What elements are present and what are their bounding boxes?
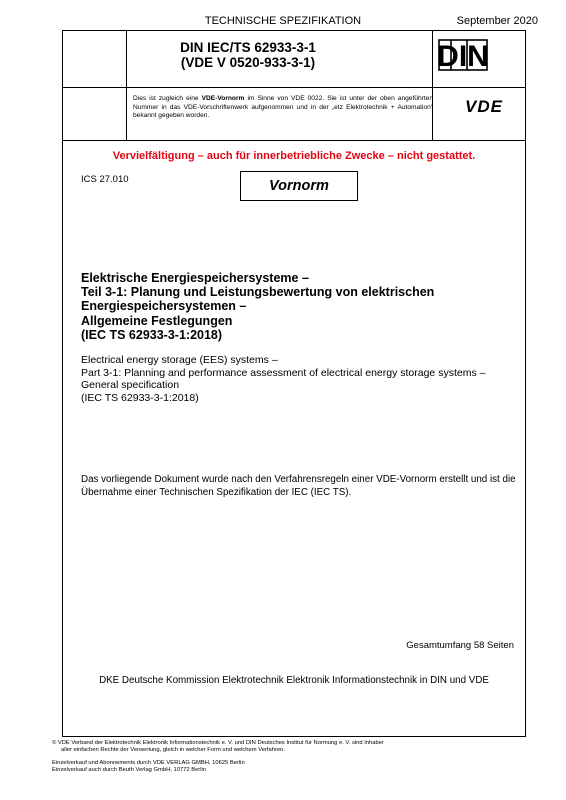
- copyright-line: aller einfachen Rechte der Verwertung, gleich in welcher Form und welchem Verfahren.: [61, 747, 285, 754]
- title-de-line: Energiespeichersystemen –: [81, 299, 247, 314]
- status-box: Vornorm: [240, 171, 358, 201]
- title-german: [81, 271, 511, 342]
- title-en-line: Electrical energy storage (EES) systems –: [81, 354, 278, 366]
- intro-text: Das vorliegende Dokument wurde nach den Verfahrensregeln einer VDE-Vornorm erstellt und ist die Übernahme einer Technischen Spezifikation der IEC (IEC TS).: [81, 474, 516, 498]
- dke-line: DKE Deutsche Kommission Elektrotechnik Elektronik Informationstechnik in DIN und VDE: [99, 675, 489, 686]
- ics-code: ICS 27.010: [81, 174, 129, 185]
- header-divider: [62, 87, 526, 88]
- title-en-line: (IEC TS 62933-3-1:2018): [81, 391, 199, 404]
- sales-line: Einzelverkauf auch durch Beuth Verlag GmbH, 10772 Berlin: [52, 767, 207, 774]
- title-de-line: Allgemeine Festlegungen: [81, 313, 233, 328]
- title-de-line: Teil 3-1: Planung und Leistungsbewertung von elektrischen: [81, 285, 435, 300]
- footer: [52, 740, 522, 775]
- vde-logo: VDE: [465, 97, 503, 116]
- vde-number: (VDE V 0520-933-3-1): [180, 55, 316, 70]
- vde-note: Dies ist zugleich eine VDE-Vornorm im Sinne von VDE 0022. Sie ist unter der oben angeführten Nummer in das VDE-Vorschriftenwerk aufgenommen und in der „etz Elektrotechnik + Automation“ bekannt gegeben worden.: [133, 95, 433, 119]
- title-english: [81, 354, 511, 404]
- publication-date: September 2020: [456, 15, 538, 27]
- header-bottom-divider: [62, 140, 526, 141]
- total-pages: Gesamtumfang 58 Seiten: [406, 640, 514, 651]
- top-line: [0, 15, 566, 29]
- din-number: DIN IEC/TS 62933-3-1: [180, 40, 316, 55]
- copy-warning: Vervielfältigung – auch für innerbetriebliche Zwecke – nicht gestattet.: [112, 150, 476, 162]
- title-de-line: (IEC TS 62933-3-1:2018): [81, 327, 223, 342]
- copyright-line: © VDE Verband der Elektrotechnik Elektronik Informationstechnik e. V. und DIN Deutsches Institut für Normung e. V. sind Inhaber: [52, 740, 384, 746]
- document-type: TECHNISCHE SPEZIFIKATION: [204, 15, 362, 27]
- din-logo: [431, 38, 495, 76]
- title-en-line: Part 3-1: Planning and performance assessment of electrical energy storage systems –: [81, 366, 486, 379]
- title-en-line: General specification: [81, 379, 180, 392]
- document-number: [120, 40, 376, 70]
- din-logo-text: DIN: [437, 40, 489, 73]
- title-de-line: Elektrische Energiespeichersysteme –: [81, 271, 309, 285]
- sales-line: Einzelverkauf und Abonnements durch VDE VERLAG GMBH, 10625 Berlin: [52, 759, 245, 766]
